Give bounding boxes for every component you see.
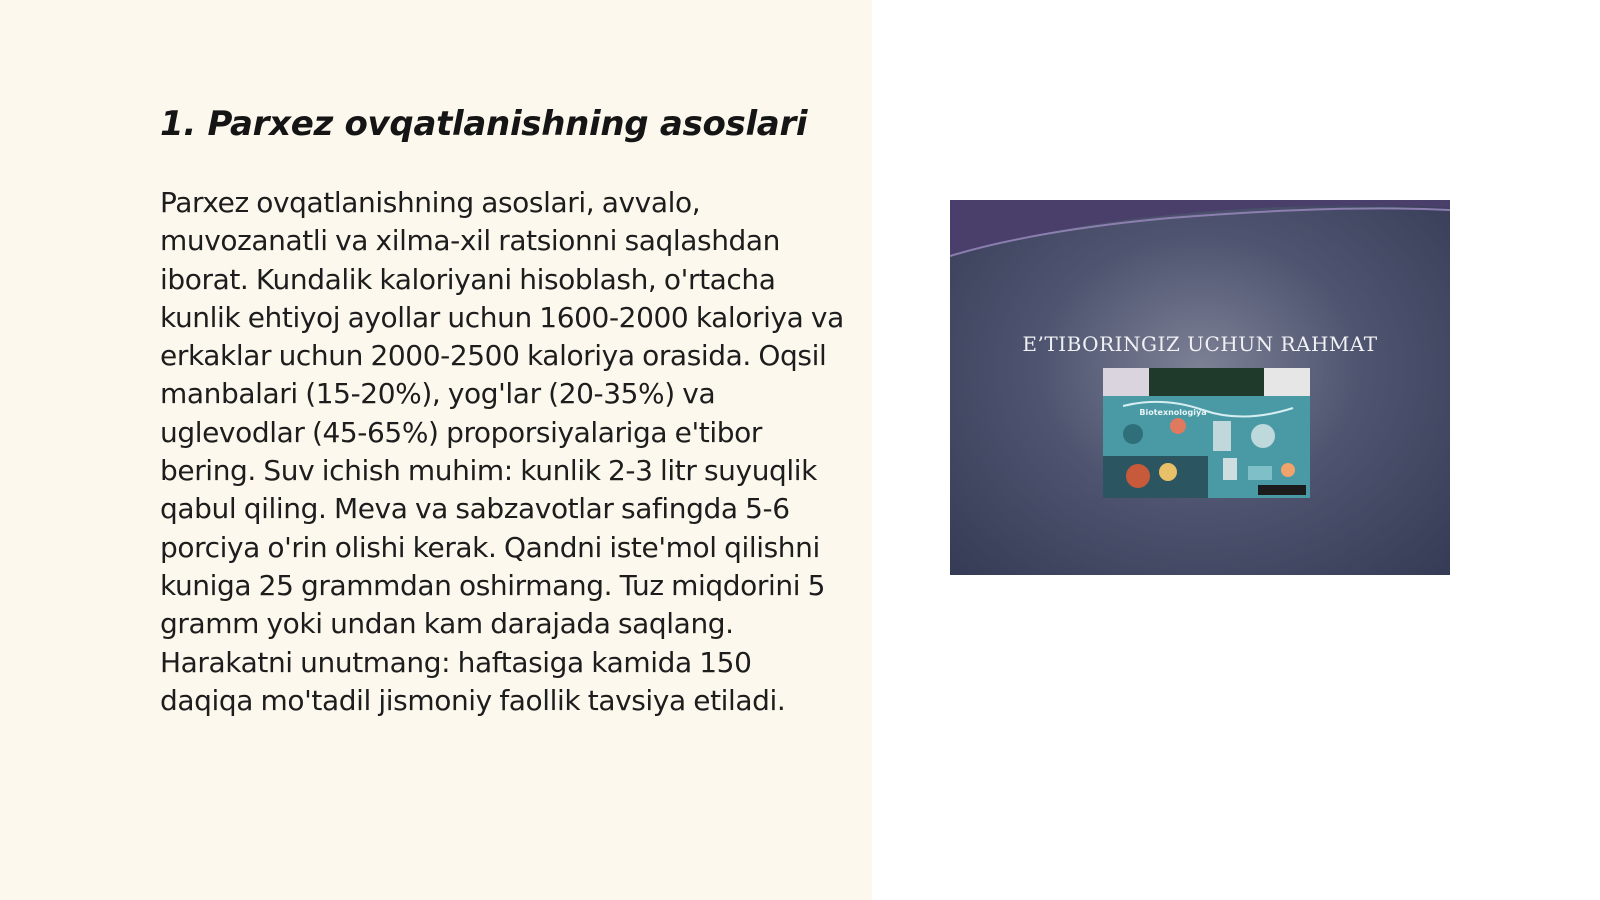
book-cover-image <box>1103 368 1310 498</box>
book-cover-label: Biotexnologiya <box>1139 408 1207 417</box>
slide-title: 1. Parxez ovqatlanishning asoslari <box>160 104 808 144</box>
slide-thumbnail-image <box>950 200 1450 575</box>
book-strip-right <box>1264 368 1310 396</box>
slide-body-text: Parxez ovqatlanishning asoslari, avvalo, muvozanatli va xilma-xil ratsionni saqlashdan iborat. Kundalik kaloriyani hisoblash, o'rtacha kunlik ehtiyoj ayollar uchun 1600-2000 kaloriya va erkaklar uchun 2000-2500 kaloriya orasida. Oqsil manbalari (15-20%), yog'lar (20-35%) va uglevodlar (45-65%) proporsiyalariga e'tibor bering. Suv ichish muhim: kunlik 2-3 litr suyuqlik qabul qiling. Meva va sabzavotlar safingda 5-6 porciya o'rin olishi kerak. Qandni iste'mol qilishni kuniga 25 grammdan oshirmang. Tuz miqdorini 5 gramm yoki undan kam darajada saqlang. Harakatni unutmang: haftasiga kamida 150 daqiqa mo'tadil jismoniy faollik tavsiya etiladi. <box>160 186 844 717</box>
book-strip-middle <box>1149 368 1264 396</box>
book-strip-left <box>1103 368 1149 396</box>
thumbnail-title: E’TIBORINGIZ UCHUN RAHMAT <box>1022 332 1378 356</box>
thumbnail-header-swoosh <box>950 200 1450 270</box>
book-publisher-tag <box>1258 485 1306 495</box>
